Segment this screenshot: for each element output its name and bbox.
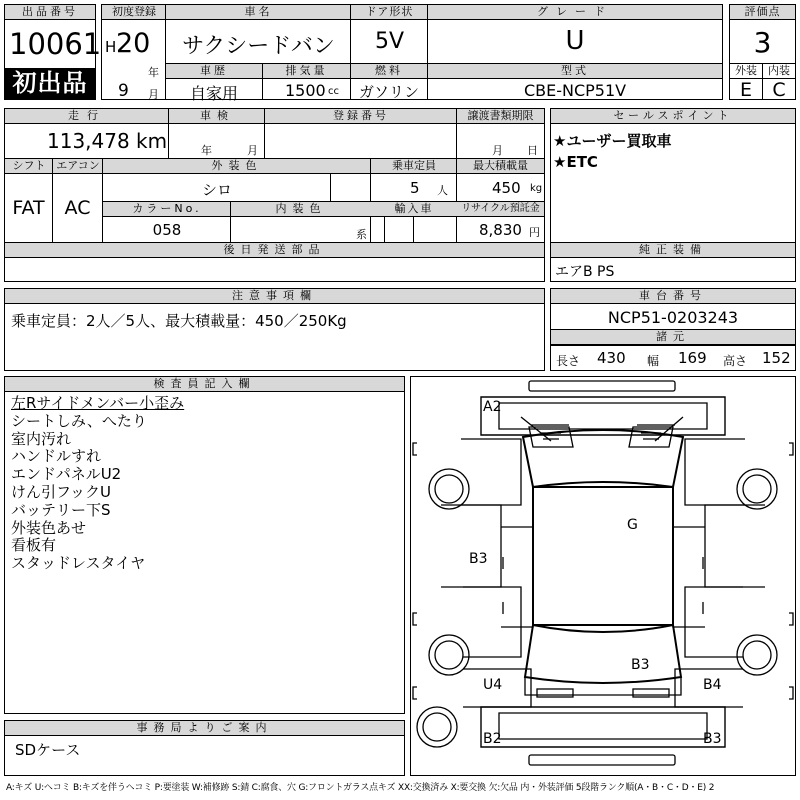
- damage-mark-b3-left: B3: [469, 551, 488, 567]
- interior-score: C: [772, 79, 786, 101]
- recycle-fee-unit: 円: [529, 226, 540, 239]
- color-number: 058: [152, 221, 182, 239]
- equipment: エアB PS: [555, 264, 615, 280]
- height: 152: [762, 349, 791, 367]
- model-header: 型式: [428, 64, 722, 79]
- chassis-number: NCP51-0203243: [607, 308, 739, 327]
- displacement: 1500: [285, 81, 326, 100]
- reg-number-header: 登録番号: [265, 109, 457, 124]
- aircon-header: エアコン: [53, 159, 103, 174]
- recycle-fee: 8,830: [479, 221, 522, 239]
- sales-points-header: セールスポイント: [551, 109, 795, 124]
- inspection-month-unit: 月: [247, 144, 258, 157]
- first-reg-month: 9: [118, 81, 129, 101]
- overall-score: 3: [753, 26, 772, 59]
- chassis-number-header: 車台番号: [551, 289, 795, 304]
- grade: U: [565, 26, 585, 56]
- inspector-note: 外装色あせ: [11, 518, 87, 537]
- recycle-fee-header: リサイクル預託金: [457, 202, 544, 217]
- max-load: 450: [492, 179, 521, 197]
- score-cell: [729, 4, 796, 100]
- inspector-notes-list: [11, 395, 184, 573]
- inspector-note: けん引フックU: [11, 482, 111, 501]
- color-number-header: カラーNo.: [103, 202, 231, 217]
- inspector-note: バッテリー下S: [11, 500, 111, 519]
- max-load-unit: kg: [530, 183, 543, 194]
- inspector-note: 左Rサイドメンバー小歪み: [11, 394, 185, 412]
- mileage-unit: km: [136, 129, 168, 153]
- damage-mark-b3-rear: B3: [631, 657, 650, 673]
- inspection-year-unit: 年: [201, 144, 212, 157]
- damage-mark-a2: A2: [483, 399, 502, 415]
- inspector-note: スタッドレスタイヤ: [11, 554, 146, 573]
- sales-point-2: ★ETC: [553, 153, 598, 171]
- interior-color-suffix: 系: [356, 228, 367, 241]
- exterior-color-header: 外装色: [103, 159, 371, 174]
- damage-mark-u4: U4: [483, 677, 503, 693]
- damage-mark-b4: B4: [703, 677, 722, 693]
- aircon: AC: [64, 197, 91, 219]
- office-notice-header: 事務局よりご案内: [5, 721, 404, 736]
- inspector-notes-block: [4, 376, 405, 714]
- damage-code-legend: A:キズ U:ヘコミ B:キズを伴うヘコミ P:要塗装 W:補修跡 S:錆 C:腐食、穴 G:フロントガラス点キズ XX:交換済み X:要交換 欠:欠品 内・外装評価 5段階ランク順(A・B・C・D・E) 2: [6, 783, 715, 793]
- later-parts-header: 後日発送部品: [5, 243, 544, 258]
- vehicle-details-block: [4, 108, 545, 282]
- capacity: 5: [410, 179, 420, 197]
- mileage: 113,478: [47, 129, 130, 153]
- interior-score-header: 内装: [763, 64, 795, 79]
- shift-header: シフト: [5, 159, 53, 174]
- transfer-deadline-header: 譲渡書類期限: [457, 109, 544, 124]
- capacity-header: 乗車定員: [371, 159, 457, 174]
- transfer-month-unit: 月: [492, 144, 503, 157]
- damage-mark-g: G: [627, 517, 638, 533]
- model-code: CBE-NCP51V: [523, 81, 627, 100]
- caution-header: 注意事項欄: [5, 289, 544, 304]
- damage-mark-b2: B2: [483, 731, 502, 747]
- length: 430: [597, 349, 626, 367]
- displacement-unit: cc: [328, 86, 339, 97]
- import-header: 輸入車: [371, 202, 457, 217]
- width-label: 幅: [647, 354, 660, 368]
- car-outline-diagram: [411, 377, 795, 775]
- specs-header: 諸元: [551, 330, 795, 345]
- max-load-header: 最大積載量: [457, 159, 544, 174]
- shift: FAT: [12, 197, 45, 219]
- fuel-header: 燃料: [351, 64, 427, 79]
- displacement-header: 排気量: [263, 64, 350, 79]
- inspection-header: 車検: [169, 109, 265, 124]
- lot-number: 10061: [9, 27, 102, 61]
- history: 自家用: [189, 84, 238, 103]
- first-reg-month-unit: 月: [148, 88, 159, 101]
- inspector-note: 看板有: [11, 536, 57, 555]
- exterior-score-header: 外装: [730, 64, 762, 79]
- width: 169: [678, 349, 707, 367]
- capacity-unit: 人: [437, 184, 448, 197]
- caution-block: [4, 288, 545, 371]
- first-reg-header: 初度登録: [102, 5, 166, 20]
- mileage-header: 走行: [5, 109, 169, 124]
- era-letter: H: [105, 38, 117, 56]
- inspector-note: シートしみ、へたり: [11, 411, 147, 430]
- car-name-header: 車名: [166, 5, 351, 20]
- length-label: 長さ: [556, 354, 581, 368]
- exterior-color: シロ: [201, 181, 232, 199]
- caution-text: 乗車定員：2人／5人、最大積載量：450／250Kg: [11, 312, 347, 330]
- inspector-note: ハンドルすれ: [11, 447, 102, 466]
- first-reg-year-unit: 年: [148, 66, 159, 79]
- grade-header: グレード: [428, 5, 722, 20]
- exterior-score: E: [739, 79, 752, 101]
- equipment-header: 純正装備: [551, 243, 795, 258]
- height-label: 高さ: [723, 354, 748, 368]
- inspector-note: 室内汚れ: [11, 429, 72, 448]
- sales-points-block: [550, 108, 796, 282]
- chassis-block: [550, 288, 796, 371]
- inspector-notes-header: 検査員記入欄: [5, 377, 404, 392]
- vehicle-header-block: [101, 4, 723, 103]
- transfer-day-unit: 日: [527, 144, 538, 157]
- sales-point-1: ★ユーザー買取車: [553, 132, 672, 150]
- fuel: ガソリン: [358, 83, 419, 101]
- first-reg-year: 20: [116, 28, 151, 59]
- door-type: 5V: [374, 29, 405, 54]
- first-listing-badge: 初出品: [5, 68, 95, 99]
- score-header: 評価点: [730, 5, 795, 20]
- damage-diagram: [410, 376, 796, 776]
- office-notice-block: [4, 720, 405, 776]
- history-header: 車歴: [166, 64, 262, 79]
- car-name: サクシードバン: [182, 34, 335, 59]
- office-notice-text: SDケース: [15, 741, 81, 759]
- doors-header: ドア形状: [351, 5, 428, 20]
- lot-number-cell: [4, 4, 102, 100]
- lot-number-header: 出品番号: [5, 5, 95, 20]
- interior-color-header: 内装色: [231, 202, 371, 217]
- damage-mark-b3-bottom: B3: [703, 731, 722, 747]
- inspector-note: エンドパネルU2: [11, 465, 122, 484]
